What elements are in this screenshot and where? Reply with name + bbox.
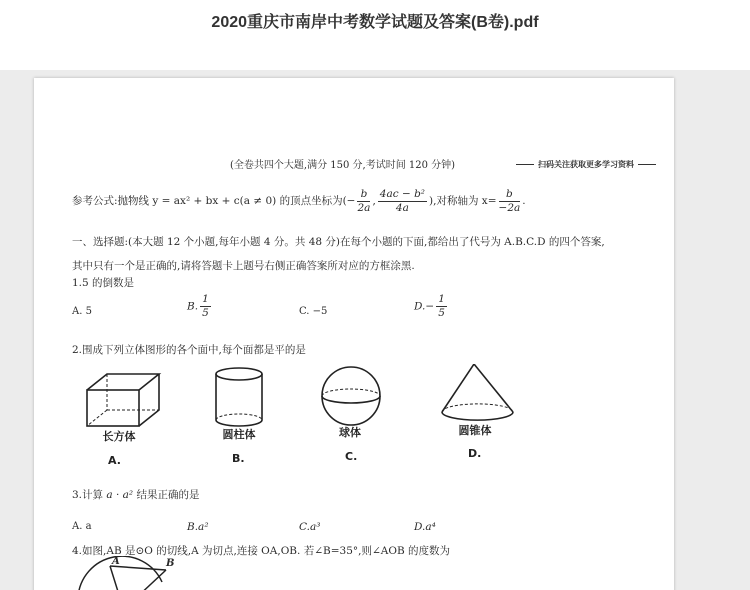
qr-note: 扫码关注获取更多学习资料 — [512, 159, 660, 170]
fraction-b-over-neg2a — [499, 188, 521, 215]
reference-formula — [72, 186, 526, 216]
shape-option-d: D. — [468, 447, 482, 460]
formula-prefix: 参考公式:抛物线 y = ax² + bx + c(a ≠ 0) 的顶点坐标为(− — [72, 195, 356, 207]
exam-header-note: (全卷共四个大题,满分 150 分,考试时间 120 分钟) — [230, 160, 456, 171]
q4-stem: 4.如图,AB 是⊙O 的切线,A 为切点,连接 OA,OB. 若∠B=35°,则∠AOB 的度数为 — [72, 545, 450, 557]
formula-comma: , — [372, 195, 376, 207]
fraction-denominator: 5 — [438, 307, 445, 319]
option-fraction — [436, 293, 447, 320]
option-prefix: B. — [187, 300, 199, 313]
q3-stem — [72, 488, 199, 502]
section1-instructions-line2: 其中只有一个是正确的,请将答题卡上题号右侧正确答案所对应的方框涂黑. — [72, 260, 415, 272]
q1-option-b — [187, 293, 213, 320]
shape-name-cone: 圆锥体 — [458, 424, 492, 437]
viewer-toolbar — [0, 0, 750, 70]
q1-stem: 1.5 的倒数是 — [72, 277, 135, 289]
q4-point-b-label: B — [166, 558, 175, 569]
shape-option-c: C. — [345, 450, 358, 463]
fraction-numerator: 1 — [438, 293, 445, 305]
fraction-numerator: 4ac − b² — [379, 187, 426, 200]
cylinder-shape — [216, 368, 262, 426]
sphere-shape — [322, 367, 380, 425]
fraction-denominator: −2a — [498, 201, 521, 214]
q4-point-a-label: A — [112, 556, 120, 567]
document-title: 2020重庆市南岸中考数学试题及答案(B卷).pdf — [211, 14, 539, 31]
fraction-numerator: b — [499, 188, 521, 202]
pdf-viewer-area[interactable] — [0, 70, 750, 590]
formula-suffix: . — [522, 195, 526, 207]
shape-name-cuboid: 长方体 — [102, 430, 136, 443]
cuboid-shape — [87, 374, 159, 426]
cone-shape — [442, 364, 513, 420]
fraction-denominator: 5 — [202, 307, 209, 319]
fraction-denominator: 2a — [357, 201, 371, 214]
section1-instructions-line1: 一、选择题:(本大题 12 个小题,每年小题 4 分。共 48 分)在每个小题的下面,都给出了代号为 A.B.C.D 的四个答案, — [72, 236, 605, 248]
shape-option-b: B. — [232, 452, 245, 465]
q1-option-c: C. −5 — [299, 306, 328, 317]
q1-option-d — [414, 293, 449, 320]
pdf-page — [34, 78, 674, 590]
option-prefix: D.− — [414, 300, 435, 313]
formula-mid: ),对称轴为 x= — [429, 195, 497, 207]
q3-option-b: B.a² — [187, 521, 209, 533]
q3-option-c: C.a³ — [299, 521, 321, 533]
shape-name-cylinder: 圆柱体 — [222, 428, 256, 441]
q3-option-d: D.a⁴ — [414, 521, 436, 533]
fraction-numerator: 1 — [202, 293, 209, 305]
q3-expression: a · a² — [106, 489, 134, 501]
fraction-b-over-2a — [357, 188, 370, 215]
q2-stem: 2.围成下列立体图形的各个面中,每个面都是平的是 — [72, 344, 306, 356]
q3-stem-prefix: 3.计算 — [72, 489, 104, 501]
fraction-denominator: 4a — [395, 201, 409, 214]
option-fraction — [200, 293, 211, 320]
fraction-numerator: b — [357, 188, 370, 202]
q1-option-a: A. 5 — [72, 306, 92, 317]
fraction-4ac-over-4a — [378, 188, 427, 215]
q3-option-a: A. a — [72, 521, 92, 532]
shape-name-sphere: 球体 — [339, 426, 361, 439]
q3-stem-suffix: 结果正确的是 — [136, 489, 200, 501]
shape-option-a: A. — [108, 454, 121, 467]
